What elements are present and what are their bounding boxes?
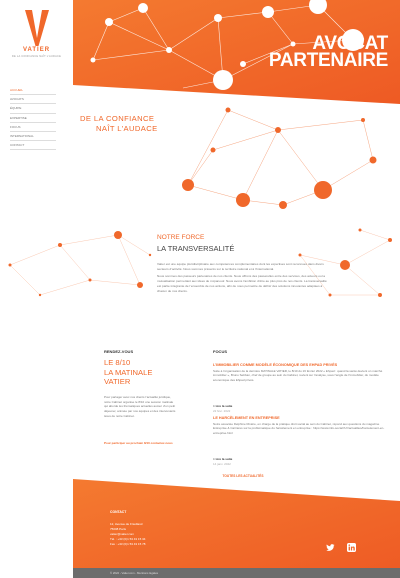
rendezvous-heading: RENDEZ-VOUS — [104, 349, 134, 354]
all-news-link[interactable]: TOUTES LES ACTUALITÉS — [222, 474, 264, 478]
hero-title-line2: PARTENAIRE — [268, 50, 388, 71]
strength-paragraph-1: Vatier est une équipe pluridisciplinaire aux compétences complémentaires dont les expertises sont reconnues dans divers secteurs d’activité. Nous sommes présents sur le territoire national et à l’international. — [157, 262, 324, 271]
nav-item-expertise[interactable]: EXPERTISE — [10, 114, 56, 123]
rendezvous-title-line2: LA MATINALE — [104, 367, 153, 377]
linkedin-icon[interactable] — [347, 543, 356, 552]
article-body-1: Suite à l’organisation de la dernière MATINALE VATIER, le 8/10 du 16 février 2022 « Ehpad : quand la santé devient un marché immobilier », Bruno Sebban, chef de groupe au sein du Cabinet, revient sur l’analyse, sous l’angle de l’immobilier, du modèle économique des Ehpad privés. — [213, 369, 383, 382]
footer-copyright[interactable]: © 2022 - Vatier.com - Mentions légales — [110, 571, 159, 575]
article-date-1: 22 févr. 2022 — [213, 409, 231, 413]
nav-item-avocats[interactable]: AVOCATS — [10, 95, 56, 104]
article-read-more-1[interactable]: > Lire la suite — [213, 404, 233, 408]
nav-item-contact[interactable]: CONTACT — [10, 141, 56, 150]
hero-tagline-line2: NAÎT L’AUDACE — [96, 124, 158, 133]
nav-item-focus[interactable]: FOCUS — [10, 123, 56, 132]
hero-title — [269, 35, 388, 69]
article-title-1[interactable]: L’IMMOBILIER COMME MODÈLE ÉCONOMIQUE DES EHPAD PRIVÉS — [213, 363, 338, 367]
nav-item-international[interactable]: INTERNATIONAL — [10, 132, 56, 141]
focus-heading: FOCUS — [213, 349, 227, 354]
strength-kicker: NOTRE FORCE — [157, 234, 205, 241]
strength-title: LA TRANSVERSALITÉ — [157, 244, 235, 253]
rendezvous-title — [104, 358, 152, 387]
rendezvous-title-line3: VATIER — [104, 377, 131, 387]
hero-title-line1: AVOCAT — [312, 33, 388, 54]
rendezvous-title-line1: LE 8/10 — [104, 358, 131, 367]
article-date-2: 14 janv. 2022 — [213, 462, 231, 466]
article-read-more-2[interactable]: > Lire la suite — [213, 457, 233, 461]
strength-text — [157, 262, 329, 294]
rendezvous-contact-link[interactable]: Pour participer au prochain 8/10 contactez-nous — [104, 441, 173, 445]
footer-phone: Tél. : +33 (0)1 53 43 15 34 — [110, 537, 146, 541]
rendezvous-text: Pour partager avec nos clients l’actualité juridique, notre Cabinet organise le 8/10 une session matinale qui aborde les thématiques actuelles autour d’un petit déjeuner, animée par nos équipes et des intervenants issus de notre Cabinet. — [104, 395, 176, 418]
footer-contact-details — [110, 522, 145, 547]
nav-item-accueil[interactable]: ACCUEIL — [10, 86, 56, 95]
footer-address-2: 75008 Paris — [110, 527, 127, 531]
main-nav — [10, 86, 56, 150]
footer-fax: Fax : +33 (0)1 53 43 15 78 — [110, 542, 146, 546]
article-body-2: Notre associée Delphine Rivière, en charge de la pratique droit social au sein du Cabinet, répond aux questions du magazine Entreprise & Carrières sur la problématique du harcèlement en entreprise : https://www.info-socialrh.fr/actualites/harcelement-en-entreprise.html — [213, 422, 385, 435]
footer-email[interactable]: vatier@vatier.com — [110, 532, 135, 536]
strength-paragraph-2: Nous sommes des passeurs partenaires de nos clients. Nous offrons des passerelles entre des services, des acteurs ou la mutualisation permettant aux idées de s’épanouir. Nous avons l’ambition d’être au plus près de nos clients. La transversalité est partie intégrante de l’ensemble de nos actions, afin de nous permettre de définir des solutions innovantes adaptées à chacun de nos clients. — [157, 274, 327, 293]
brand-name[interactable]: VATIER — [22, 47, 51, 53]
twitter-icon[interactable] — [326, 543, 335, 552]
vatier-logo-icon[interactable] — [23, 8, 51, 48]
hero-tagline — [80, 114, 158, 134]
nav-item-equipe[interactable]: ÉQUIPE — [10, 104, 56, 113]
footer-contact-heading: CONTACT — [110, 510, 127, 514]
brand-tagline: DE LA CONFIANCE NAÎT L’AUDACE — [11, 55, 62, 58]
hero-tagline-line1: DE LA CONFIANCE — [80, 114, 155, 123]
footer-address-1: 12, Avenue de Friedland — [110, 522, 143, 526]
article-title-2[interactable]: LE HARCÈLEMENT EN ENTREPRISE — [213, 416, 280, 420]
